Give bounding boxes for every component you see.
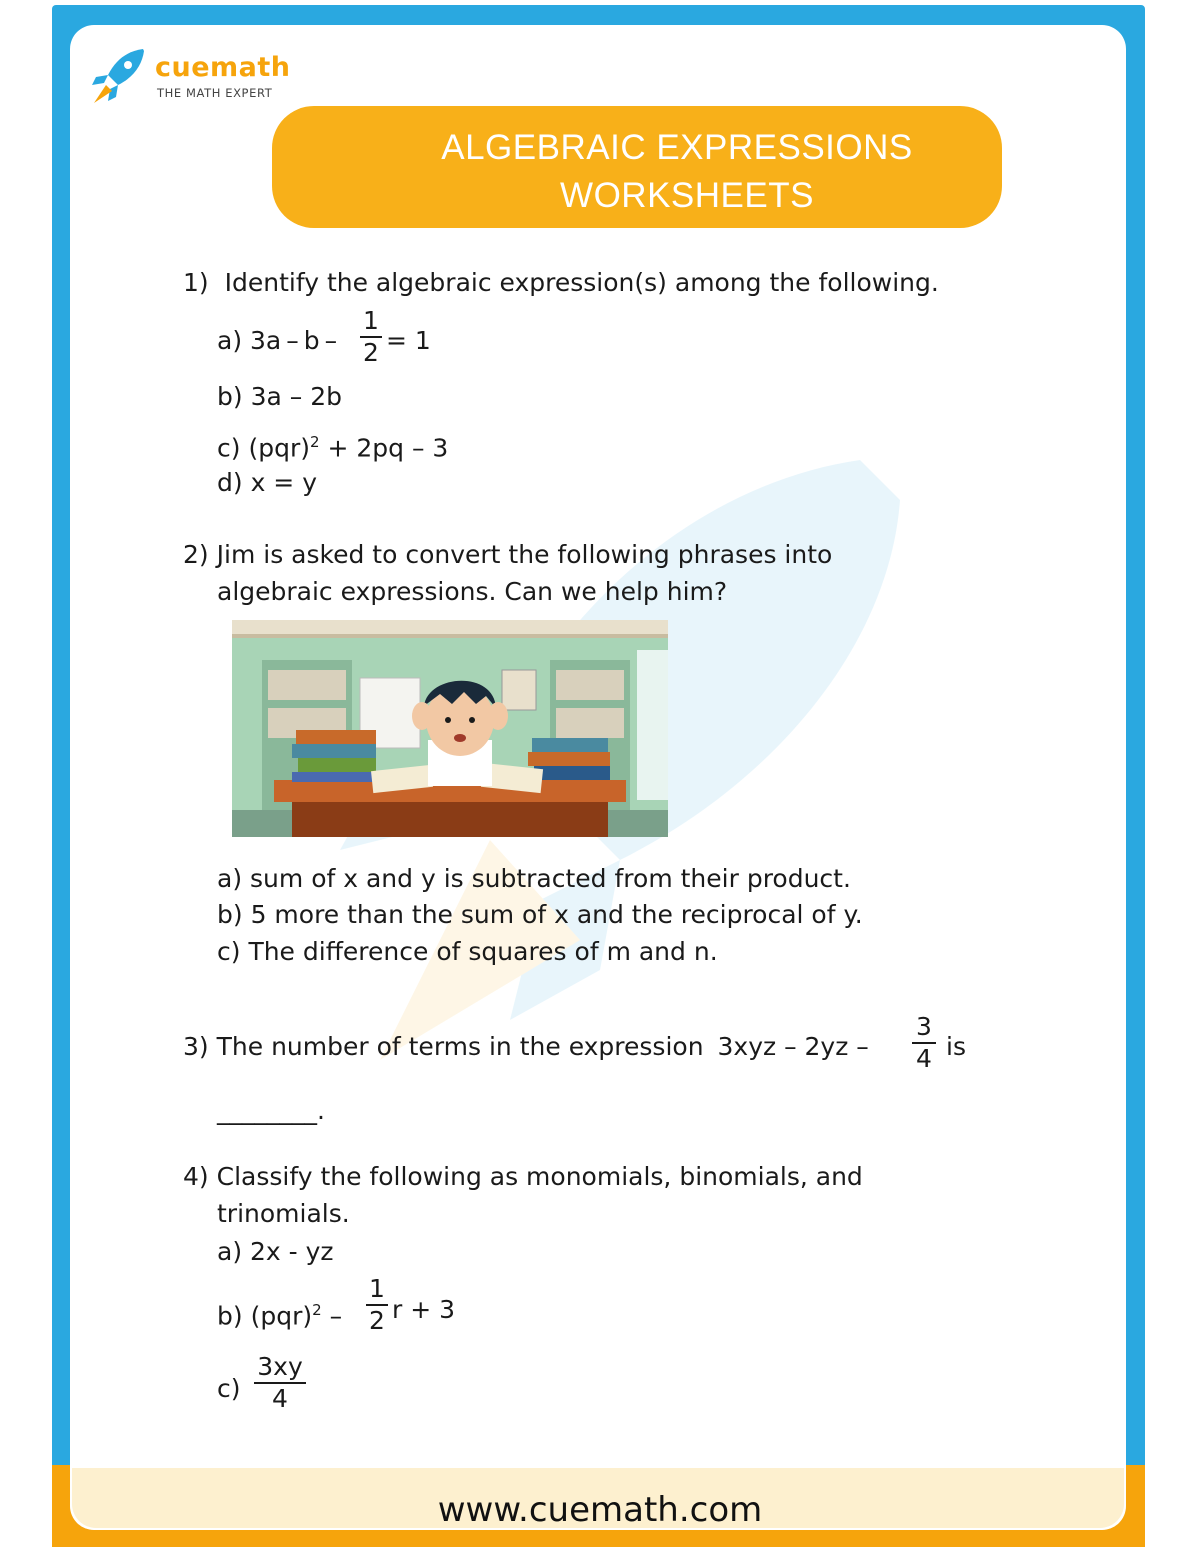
question-2-line2: algebraic expressions. Can we help him? (217, 577, 728, 606)
q2-option-c: c) The difference of squares of m and n. (217, 937, 718, 966)
fraction-denominator: 4 (272, 1384, 288, 1413)
q1-option-b: b) 3a – 2b (217, 382, 342, 411)
question-3 (183, 1030, 869, 1064)
brand-tagline: THE MATH EXPERT (157, 86, 273, 100)
brand-name: cuemath (155, 52, 291, 83)
question-1-text: Identify the algebraic expression(s) among the following. (224, 268, 939, 297)
fraction-numerator: 1 (369, 1274, 385, 1303)
fraction-numerator: 3 (916, 1012, 932, 1041)
question-2 (183, 538, 832, 572)
q4-option-a: a) 2x - yz (217, 1237, 334, 1266)
q1-option-a-fraction (360, 308, 382, 366)
fraction-denominator: 2 (363, 338, 379, 367)
question-2-line1: Jim is asked to convert the following phrases into (216, 540, 833, 569)
q4-option-c-label: c) (217, 1374, 241, 1403)
q3-fraction (912, 1014, 936, 1072)
student-stressed-illustration (232, 620, 668, 837)
question-4-line2: trinomials. (217, 1199, 350, 1228)
question-3-text: The number of terms in the expression (216, 1032, 704, 1061)
fraction-denominator: 4 (916, 1044, 932, 1073)
q4-option-b-minus: – (321, 1301, 343, 1331)
question-4-number: 4) (183, 1162, 209, 1191)
q1-option-c-rest: + 2pq – 3 (319, 433, 449, 463)
question-3-is: is (946, 1032, 966, 1061)
q4-option-b-end: r + 3 (392, 1295, 456, 1324)
q1-option-a-label: a) (217, 326, 243, 355)
question-2-number: 2) (183, 540, 209, 569)
q4-option-b (217, 1293, 342, 1333)
cuemath-rocket-logo-icon (88, 45, 148, 105)
q1-option-a (217, 324, 337, 358)
page-title-line2: WORKSHEETS (560, 176, 814, 215)
q4-option-b-fraction (366, 1276, 388, 1334)
q4-option-b-exponent: 2 (312, 1301, 322, 1319)
question-1 (183, 266, 939, 300)
question-3-number: 3) (183, 1032, 209, 1061)
q2-option-b: b) 5 more than the sum of x and the reciprocal of y. (217, 900, 863, 929)
q1-option-a-expr: 3a – b – (250, 326, 338, 355)
q4-option-b-label: b) (217, 1301, 243, 1331)
footer-website-link[interactable]: www.cuemath.com (437, 1490, 763, 1530)
q1-option-c-base: (pqr) (248, 433, 310, 463)
page-title-line1: ALGEBRAIC EXPRESSIONS (441, 128, 913, 167)
q1-option-c-exponent: 2 (309, 433, 320, 451)
question-3-answer-blank: ________. (217, 1096, 325, 1125)
q1-option-d: d) x = y (217, 468, 317, 497)
q1-option-c-label: c) (217, 433, 241, 463)
question-4 (183, 1160, 863, 1194)
fraction-numerator: 1 (363, 306, 379, 335)
q1-option-a-end: = 1 (386, 326, 431, 355)
q4-option-c-fraction (254, 1354, 306, 1412)
fraction-denominator: 2 (369, 1306, 385, 1335)
fraction-numerator: 3xy (257, 1352, 303, 1381)
question-3-expr: 3xyz – 2yz – (717, 1032, 869, 1061)
question-4-line1: Classify the following as monomials, binomials, and (216, 1162, 863, 1191)
q4-option-b-base: (pqr) (250, 1301, 313, 1331)
q1-option-c (217, 425, 448, 465)
question-1-number: 1) (183, 268, 209, 297)
q2-option-a: a) sum of x and y is subtracted from their product. (217, 864, 851, 893)
